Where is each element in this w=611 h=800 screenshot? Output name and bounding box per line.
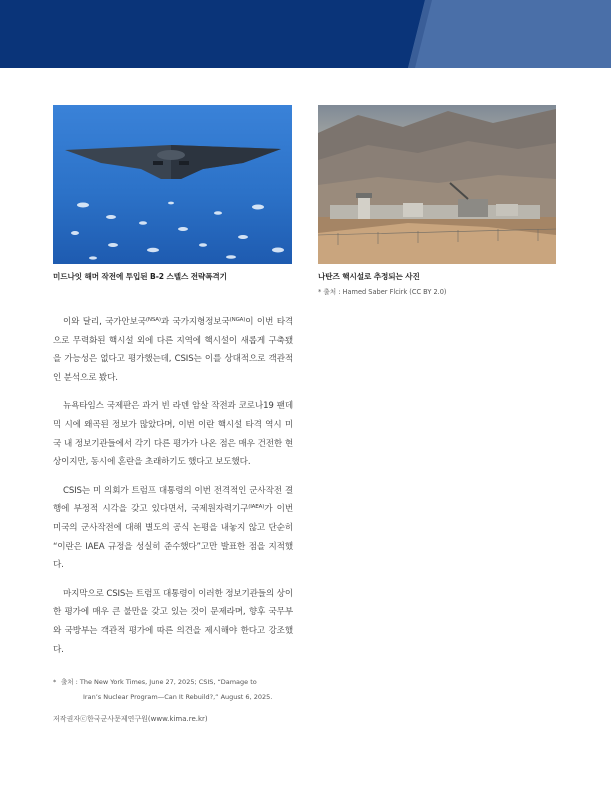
right-photo-source: * 출처 : Hamed Saber Flcirk (CC BY 2.0) [318, 288, 447, 296]
footnote-line-2: Iran’s Nuclear Program—Can It Rebuild?,” August 6, 2025. [83, 693, 273, 701]
footnote-line-1: * 출처 : The New York Times, June 27, 2025; CSIS, “Damage to [53, 678, 257, 686]
footnote [53, 675, 298, 705]
paragraph-4: 마지막으로 CSIS는 트럼프 대통령이 이러한 정보기관들의 상이한 평가에 매우 큰 불만을 갖고 있는 것이 문제라며, 향후 국무부와 국방부는 객관적 평가에 따른 의견을 제시해야 한다고 강조했다. [53, 588, 293, 655]
paragraph-1: 이와 달리, 국가안보국$^{(NSA)}$과 국가지형정보국$^{(NGA)}$이 이번 타격으로 무력화된 핵시설 외에 다른 지역에 핵시설이 새롭게 구축됐을 가능성은 없다고 평가했는데, CSIS는 이를 상대적으로 객관적인 분석으로 봤다. [53, 317, 293, 383]
right-photo-caption: 나탄즈 핵시설로 추정되는 사진 [318, 272, 420, 281]
header-accent-stripe [0, 0, 611, 68]
paragraph-2: 뉴욕타임스 국제판은 과거 빈 라덴 암살 작전과 코로나19 팬데믹 시에 왜곡된 정보가 많았다며, 이번 이란 핵시설 타격 역시 미국 내 정보기관들에서 각기 다른 평가가 나온 점은 매우 건전한 현상이지만, 동시에 혼란을 초래하기도 했다고 보도했다. [53, 401, 293, 468]
left-photo-caption: 미드나잇 해머 작전에 투입된 B-2 스텔스 전략폭격기 [53, 272, 227, 281]
copyright-notice: 저작권자ⓒ한국군사문제연구원(www.kima.re.kr) [53, 715, 208, 723]
b2-bomber-photo [53, 105, 292, 264]
paragraph-3: CSIS는 미 의회가 트럼프 대통령의 이번 전격적인 군사작전 결행에 부정적 시각을 갖고 있다면서, 국제원자력기구$^{(IAEA)}$가 이번 미국의 군사작전에 대해 별도의 공식 논평을 내놓지 않고 단순히 “이란은 IAEA 규정을 성실히 준수했다”고만 발표한 점을 지적했다. [53, 485, 293, 571]
natanz-facility-photo [318, 105, 556, 264]
article-body [53, 313, 293, 669]
